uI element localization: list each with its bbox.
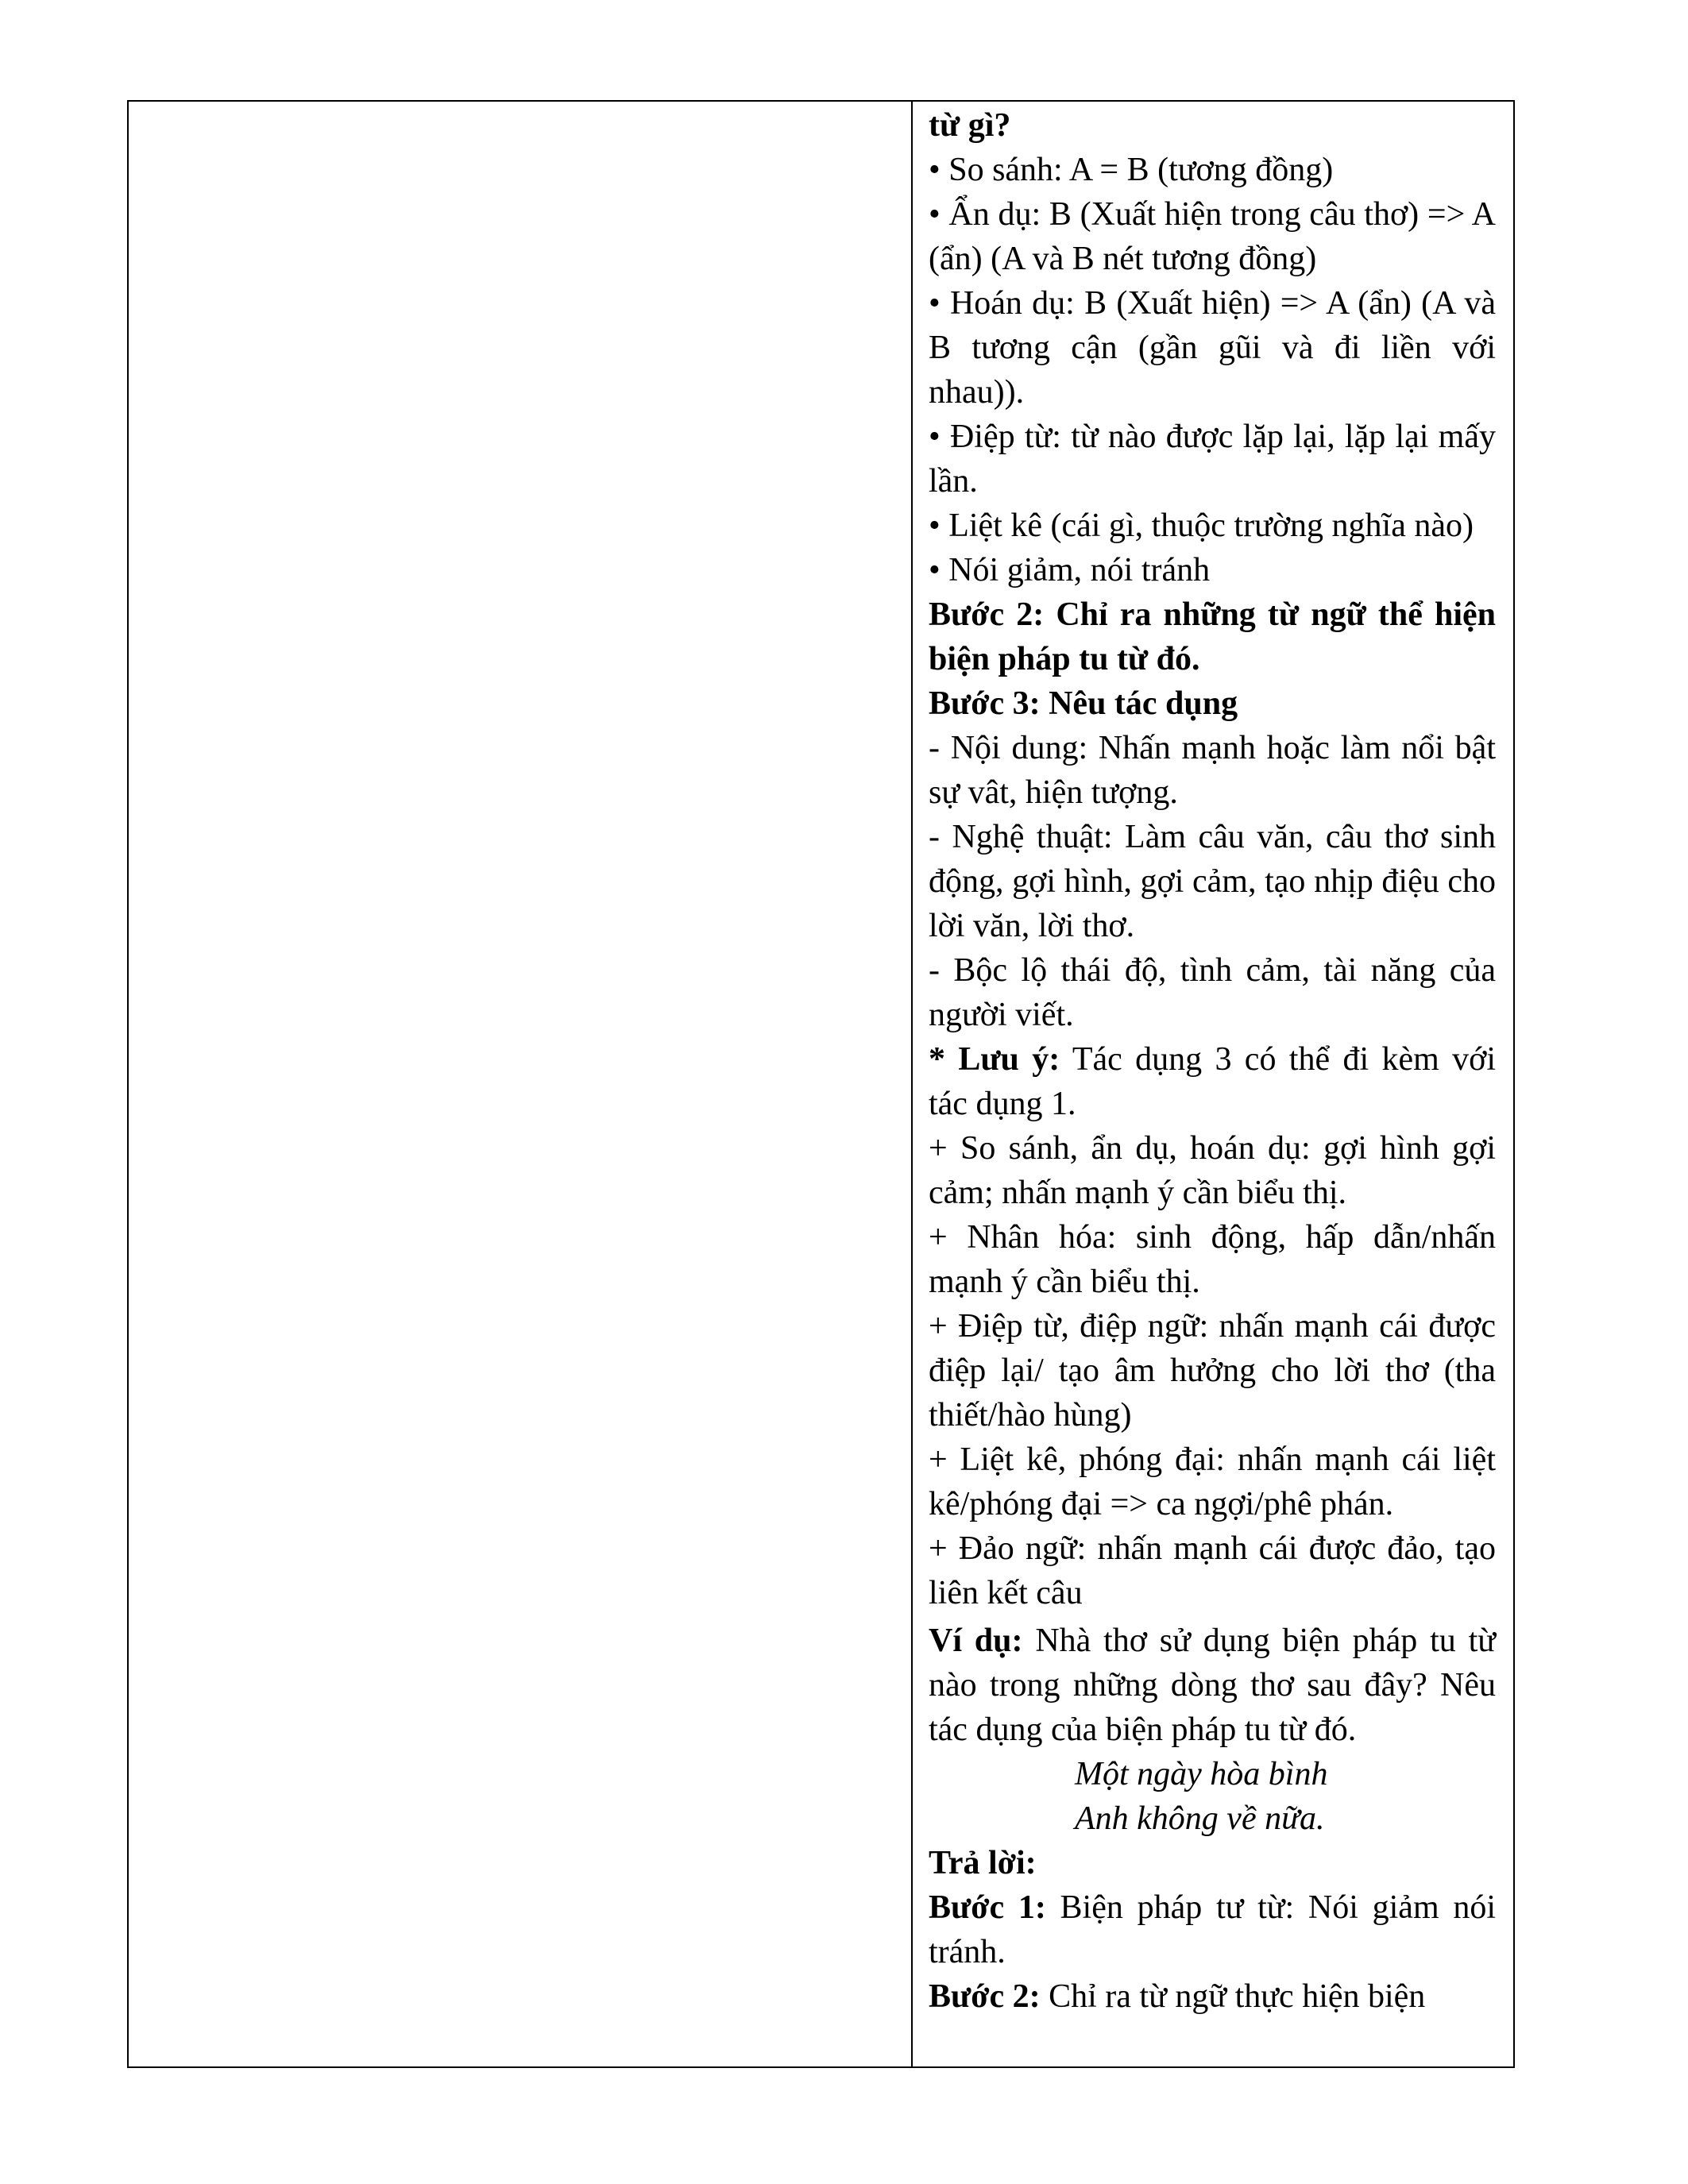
bullet-so-sanh: • So sánh: A = B (tương đồng)	[929, 152, 1334, 188]
right-cell-content	[929, 103, 1496, 2019]
effect-diep-tu: + Điệp từ, điệp ngữ: nhấn mạnh cái được điệp lại/ tạo âm hưởng cho lời thơ (tha thiết/hào hùng)	[929, 1308, 1496, 1433]
poem-line-2: Anh không về nữa.	[1075, 1800, 1325, 1837]
answer-step-1-text: Biện pháp tư từ: Nói giảm nói tránh.	[929, 1889, 1496, 1970]
example-text: Nhà thơ sử dụng biện pháp tu từ nào trong những dòng thơ sau đây? Nêu tác dụng của biện pháp tu từ đó.	[929, 1623, 1497, 1748]
effect-attitude: - Bộc lộ thái độ, tình cảm, tài năng của người viết.	[929, 952, 1496, 1033]
bullet-diep-tu: • Điệp từ: từ nào được lặp lại, lặp lại mấy lần.	[929, 419, 1496, 500]
left-column-cell	[128, 101, 912, 2067]
effect-so-sanh: + So sánh, ẩn dụ, hoán dụ: gợi hình gợi cảm; nhấn mạnh ý cần biểu thị.	[929, 1130, 1496, 1211]
right-column-cell	[912, 101, 1514, 2067]
example-label: Ví dụ:	[929, 1623, 1023, 1659]
note-label: * Lưu ý:	[929, 1041, 1060, 1078]
effect-liet-ke: + Liệt kê, phóng đại: nhấn mạnh cái liệt kê/phóng đại => ca ngợi/phê phán.	[929, 1441, 1496, 1522]
effect-content: - Nội dung: Nhấn mạnh hoặc làm nổi bật sự vât, hiện tượng.	[929, 730, 1496, 811]
table-row	[128, 101, 1514, 2067]
answer-step-2	[929, 1974, 1496, 2019]
answer-step-1	[929, 1885, 1496, 1974]
bullet-noi-giam: • Nói giảm, nói tránh	[929, 552, 1211, 588]
effect-dao-ngu: + Đảo ngữ: nhấn mạnh cái được đảo, tạo liên kết câu	[929, 1530, 1496, 1611]
answer-heading: Trả lời:	[929, 1845, 1037, 1881]
step-3-heading: Bước 3: Nêu tác dụng	[929, 685, 1238, 722]
bullet-liet-ke: • Liệt kê (cái gì, thuộc trường nghĩa nào)	[929, 507, 1474, 544]
step-2-heading: Bước 2: Chỉ ra những từ ngữ thể hiện biện pháp tu từ đó.	[929, 596, 1496, 677]
answer-step-2-label: Bước 2:	[929, 1978, 1041, 2015]
effect-nhan-hoa: + Nhân hóa: sinh động, hấp dẫn/nhấn mạnh ý cần biểu thị.	[929, 1219, 1496, 1300]
answer-step-2-text: Chỉ ra từ ngữ thực hiện biện	[1040, 1978, 1426, 2015]
poem-line-1: Một ngày hòa bình	[1075, 1756, 1328, 1792]
content-table	[127, 100, 1515, 2068]
example-paragraph	[929, 1619, 1496, 1752]
question-tail: từ gì?	[929, 107, 1011, 144]
bullet-an-du: • Ẩn dụ: B (Xuất hiện trong câu thơ) => A (ẩn) (A và B nét tương đồng)	[929, 196, 1496, 277]
answer-step-1-label: Bước 1:	[929, 1889, 1046, 1926]
note-paragraph	[929, 1037, 1496, 1126]
note-text: Tác dụng 3 có thể đi kèm với tác dụng 1.	[929, 1041, 1496, 1122]
effect-art: - Nghệ thuật: Làm câu văn, câu thơ sinh động, gợi hình, gợi cảm, tạo nhịp điệu cho lời văn, lời thơ.	[929, 819, 1496, 944]
bullet-hoan-du: • Hoán dụ: B (Xuất hiện) => A (ẩn) (A và B tương cận (gần gũi và đi liền với nhau)).	[929, 285, 1496, 411]
